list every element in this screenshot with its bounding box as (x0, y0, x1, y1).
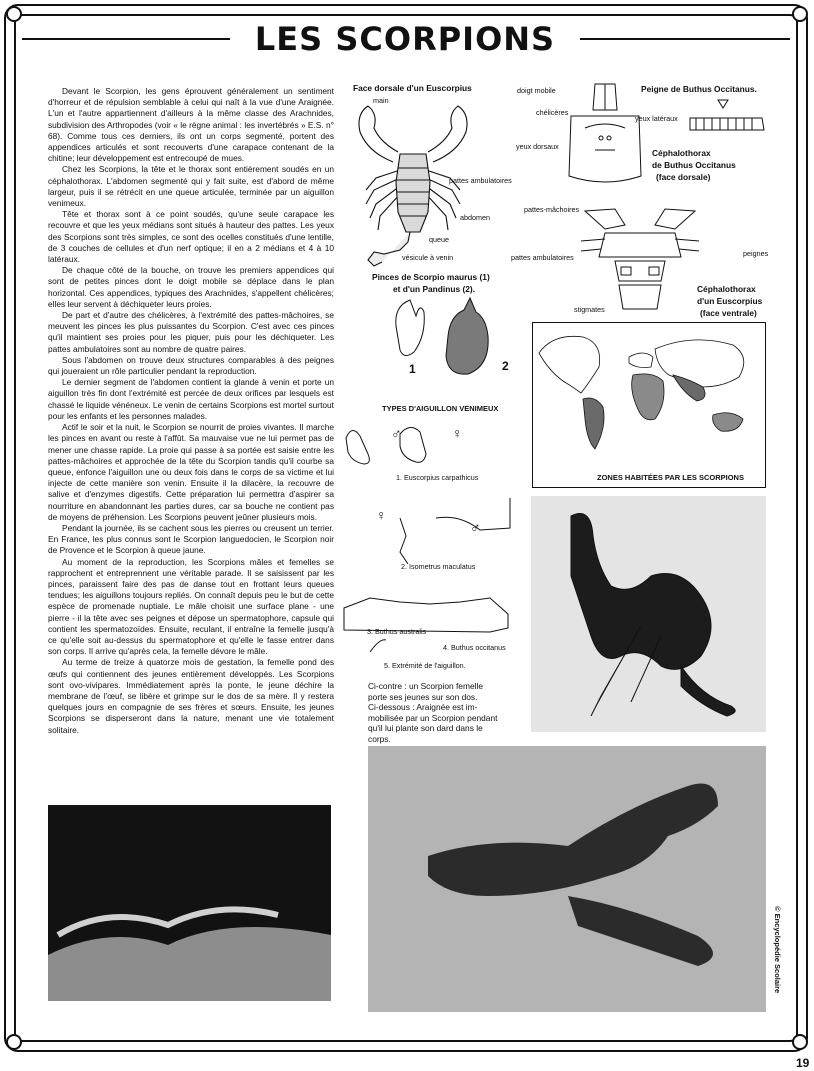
female-symbol: ♀ (376, 507, 387, 523)
pinces-title-2: et d'un Pandinus (2). (393, 284, 476, 294)
photo-caption (368, 681, 533, 745)
map-caption: ZONES HABITÉES PAR LES SCORPIONS (597, 473, 744, 482)
photo-scorpion-spider (368, 746, 766, 1012)
cephalo-dorsal-title-3: (face dorsale) (656, 172, 711, 182)
label-pattes-ambulatoires-ventral: pattes ambulatoires (511, 253, 574, 262)
cephalothorax-dorsal-illustration (565, 80, 645, 190)
pinces-title-1: Pinces de Scorpio maurus (1) (372, 272, 490, 282)
photo-caption-line: mobilisée par un Scorpion pendant (368, 712, 498, 723)
paragraph: De chaque côté de la bouche, on trouve les premiers appendices qui sont de petites pinces dont le doigt mobile se déplace dans le plan horizontal. Ces appendices, typiques des Arachnides, s'appellent chélicères; elles leur servent à déchiqueter leurs proies. (48, 265, 334, 309)
label-vesicule: vésicule à venin (402, 253, 454, 262)
frame-corner-ornament (792, 6, 808, 22)
cephalo-ventral-title-1: Céphalothorax (697, 284, 756, 294)
paragraph: Au terme de treize à quatorze mois de gestation, la femelle pond des œufs qui contiennent des jeunes entièrement développés. Les Scorpions sont ovo-vivipares. Immédiatement après la ponte, le jeune déchire la membrane de l'œuf, se libère et grimpe sur le dos de sa mère. Il y restera quelques jours en compagnie de ses frères et sœurs. Ensuite, les jeunes Scorpions se disperseront dans la nature, menant une vie totalement solitaire. (48, 657, 334, 735)
world-map-illustration (533, 323, 764, 463)
label-main: main (373, 96, 389, 105)
photo-scorpion-with-young (531, 496, 766, 732)
photo-caption-line: corps. (368, 733, 391, 744)
paragraph: Sous l'abdomen on trouve deux structures comparables à des peignes qui joueraient un rôle particulier pendant la reproduction. (48, 354, 334, 377)
frame-corner-ornament (6, 6, 22, 22)
label-peignes: peignes (743, 249, 769, 258)
label-yeux-lateraux: yeux latéraux (635, 114, 678, 123)
aiguillon-caption-5: 5. Extrémité de l'aiguillon. (384, 661, 466, 670)
cephalo-ventral-title-3: (face ventrale) (700, 308, 757, 318)
paragraph: Pendant la journée, ils se cachent sous les pierres ou creusent un terrier. En France, les plus connus sont le Scorpion languedocien, le Scorpion noir de Provence et le Scorpion à queue jaune. (48, 522, 334, 556)
photo-caption-line: porte ses jeunes sur son dos. (368, 691, 478, 702)
cephalo-dorsal-title-2: de Buthus Occitanus (652, 160, 736, 170)
aiguillon-caption-1: 1. Euscorpius carpathicus (396, 473, 479, 482)
frame-corner-ornament (6, 1034, 22, 1050)
aiguillon-caption-2: 2. Isometrus maculatus (401, 562, 476, 571)
label-cheliceres: chélicères (536, 108, 569, 117)
photo-caption-line: qu'il lui plante son dard dans le (368, 723, 483, 734)
aiguillons-title: TYPES D'AIGUILLON VENIMEUX (382, 404, 499, 413)
page-number: 19 (796, 1056, 810, 1070)
female-symbol: ♀ (452, 425, 463, 441)
dorsal-figure-title: Face dorsale d'un Euscorpius (353, 83, 472, 93)
photo-caption-line: Ci-contre : un Scorpion femelle (368, 681, 483, 691)
cephalo-ventral-title-2: d'un Euscorpius (697, 296, 763, 306)
frame-corner-ornament (792, 1034, 808, 1050)
male-symbol: ♂ (470, 519, 481, 535)
page-title: LES SCORPIONS (230, 20, 580, 58)
pince-number-1: 1 (409, 362, 416, 376)
label-pattes-ambulatoires: pattes ambulatoires (449, 176, 512, 185)
paragraph: Tête et thorax sont à ce point soudés, qu'une seule carapace les recouvre et que les yeux médians sont situés à hauteur des pattes. Les yeux des Scorpions sont très simples, ce sont des ocelles constitués d'une lentille, de 3 couches de cellules et d'un nerf optique; il en a 2 médians et 4 à 10 latéraux. (48, 209, 334, 265)
peigne-title: Peigne de Buthus Occitanus. (641, 84, 757, 94)
aiguillon-caption-4: 4. Buthus occitanus (443, 643, 506, 652)
burrow-photo-illustration (48, 805, 331, 1001)
paragraph: Au moment de la reproduction, les Scorpions mâles et femelles se rapprochent et entreprennent une véritable parade. Il se saisissent par les pinces, paraissent faire des pas de danse tout en frottant leurs queues tendues; les aiguillons toujours repliés. On connaît depuis peu le but de cette espèce de promenade nuptiale. Le mâle choisit une surface plane - une pierre - il la tête avec ses peignes et dépose un spermatophore, capsule qui contient les spermatozoïdes. Ensuite, reculant, il entraîne la femelle jusqu'à ce qu'elle soit au-dessus du spermatophore et qu'elle le fasse entrer dans son corps. Il arrive qu'après cela, la femelle dévore le mâle. (48, 556, 334, 657)
label-abdomen: abdomen (460, 213, 490, 222)
label-pattes-machoires: pattes-mâchoires (524, 205, 580, 214)
scorpion-photo-illustration (531, 496, 766, 732)
copyright-notice: © Encyclopédie Scolaire (773, 906, 782, 994)
photo-scorpion-burrow (48, 805, 331, 1001)
label-stigmates: stigmates (574, 305, 605, 314)
label-yeux-dorsaux: yeux dorsaux (516, 142, 559, 151)
aiguillon-caption-3: 3. Buthus australis (367, 627, 427, 636)
cephalothorax-ventral-illustration (575, 205, 705, 315)
label-queue: queue (429, 235, 449, 244)
paragraph: Chez les Scorpions, la tête et le thorax sont entièrement soudés en un céphalothorax. L'abdomen segmenté qui y fait suite, est d'abord de même largeur, puis il se rétrécit en une queue articulée, terminée par un aiguillon venimeux. (48, 164, 334, 209)
pince-number-2: 2 (502, 359, 509, 373)
label-doigt-mobile: doigt mobile (517, 86, 556, 95)
scorpion-spider-photo-illustration (368, 746, 766, 1012)
cephalo-dorsal-title-1: Céphalothorax (652, 148, 711, 158)
paragraph: Le dernier segment de l'abdomen contient la glande à venin et porte un aiguillon très fin dont l'extrémité est percée de deux orifices par lesquels est chassé le liquide vénéneux. Le venin de certains Scorpions est mortel surtout pour les enfants et les personnes malades. (48, 377, 334, 421)
world-map (532, 322, 766, 488)
peigne-illustration (688, 96, 768, 140)
paragraph: Devant le Scorpion, les gens éprouvent généralement un sentiment d'horreur et de répulsion semblable à celui qui naît à la vue d'une Araignée. L'un et l'autre appartiennent d'ailleurs à la même classe des Arachnides, subdivision des Arthropodes (voir « le règne animal : les invertébrés » E.S. n° 68). Comme tous ces derniers, ils ont un corps segmenté, portent des appendices articulés et sont recouverts d'une carapace contenant de la chitine; leur développement est entrecoupé de mues. (48, 86, 334, 164)
article-body (48, 86, 334, 736)
paragraph: Actif le soir et la nuit, le Scorpion se nourrit de proies vivantes. Il marche les pinces en avant ou reste à l'affût. Sa mauvaise vue ne lui permet pas de mener une chasse rapide. La proie qui passe à sa portée est saisie entre les pattes-mâchoires et approchée de la tête du Scorpion tandis qu'il courbe sa queue, enfonce l'aiguillon une ou deux fois dans le corps de sa victime et lui injecte de cette manière son venin. Ensuite il la dilacère, la recouvre de salive et d'enzymes digestifs. Cette préparation lui permettra d'aspirer sa nourriture en abandonnant les parties dures, car sa bouche ne contient pas de moyens de préhension. Les Scorpions peuvent jeûner plusieurs mois. (48, 422, 334, 522)
paragraph: De part et d'autre des chélicères, à l'extrémité des pattes-mâchoires, se meuvent les pinces les plus puissantes du Scorpion. C'est avec ces pinces qu'il maintient ses proies pour les piquer, puis pour les déchiqueter. Les pattes ambulatoires sont au nombre de quatre paires. (48, 310, 334, 354)
photo-caption-line: Ci-dessous : Araignée est im- (368, 702, 478, 713)
male-symbol: ♂ (391, 425, 402, 441)
